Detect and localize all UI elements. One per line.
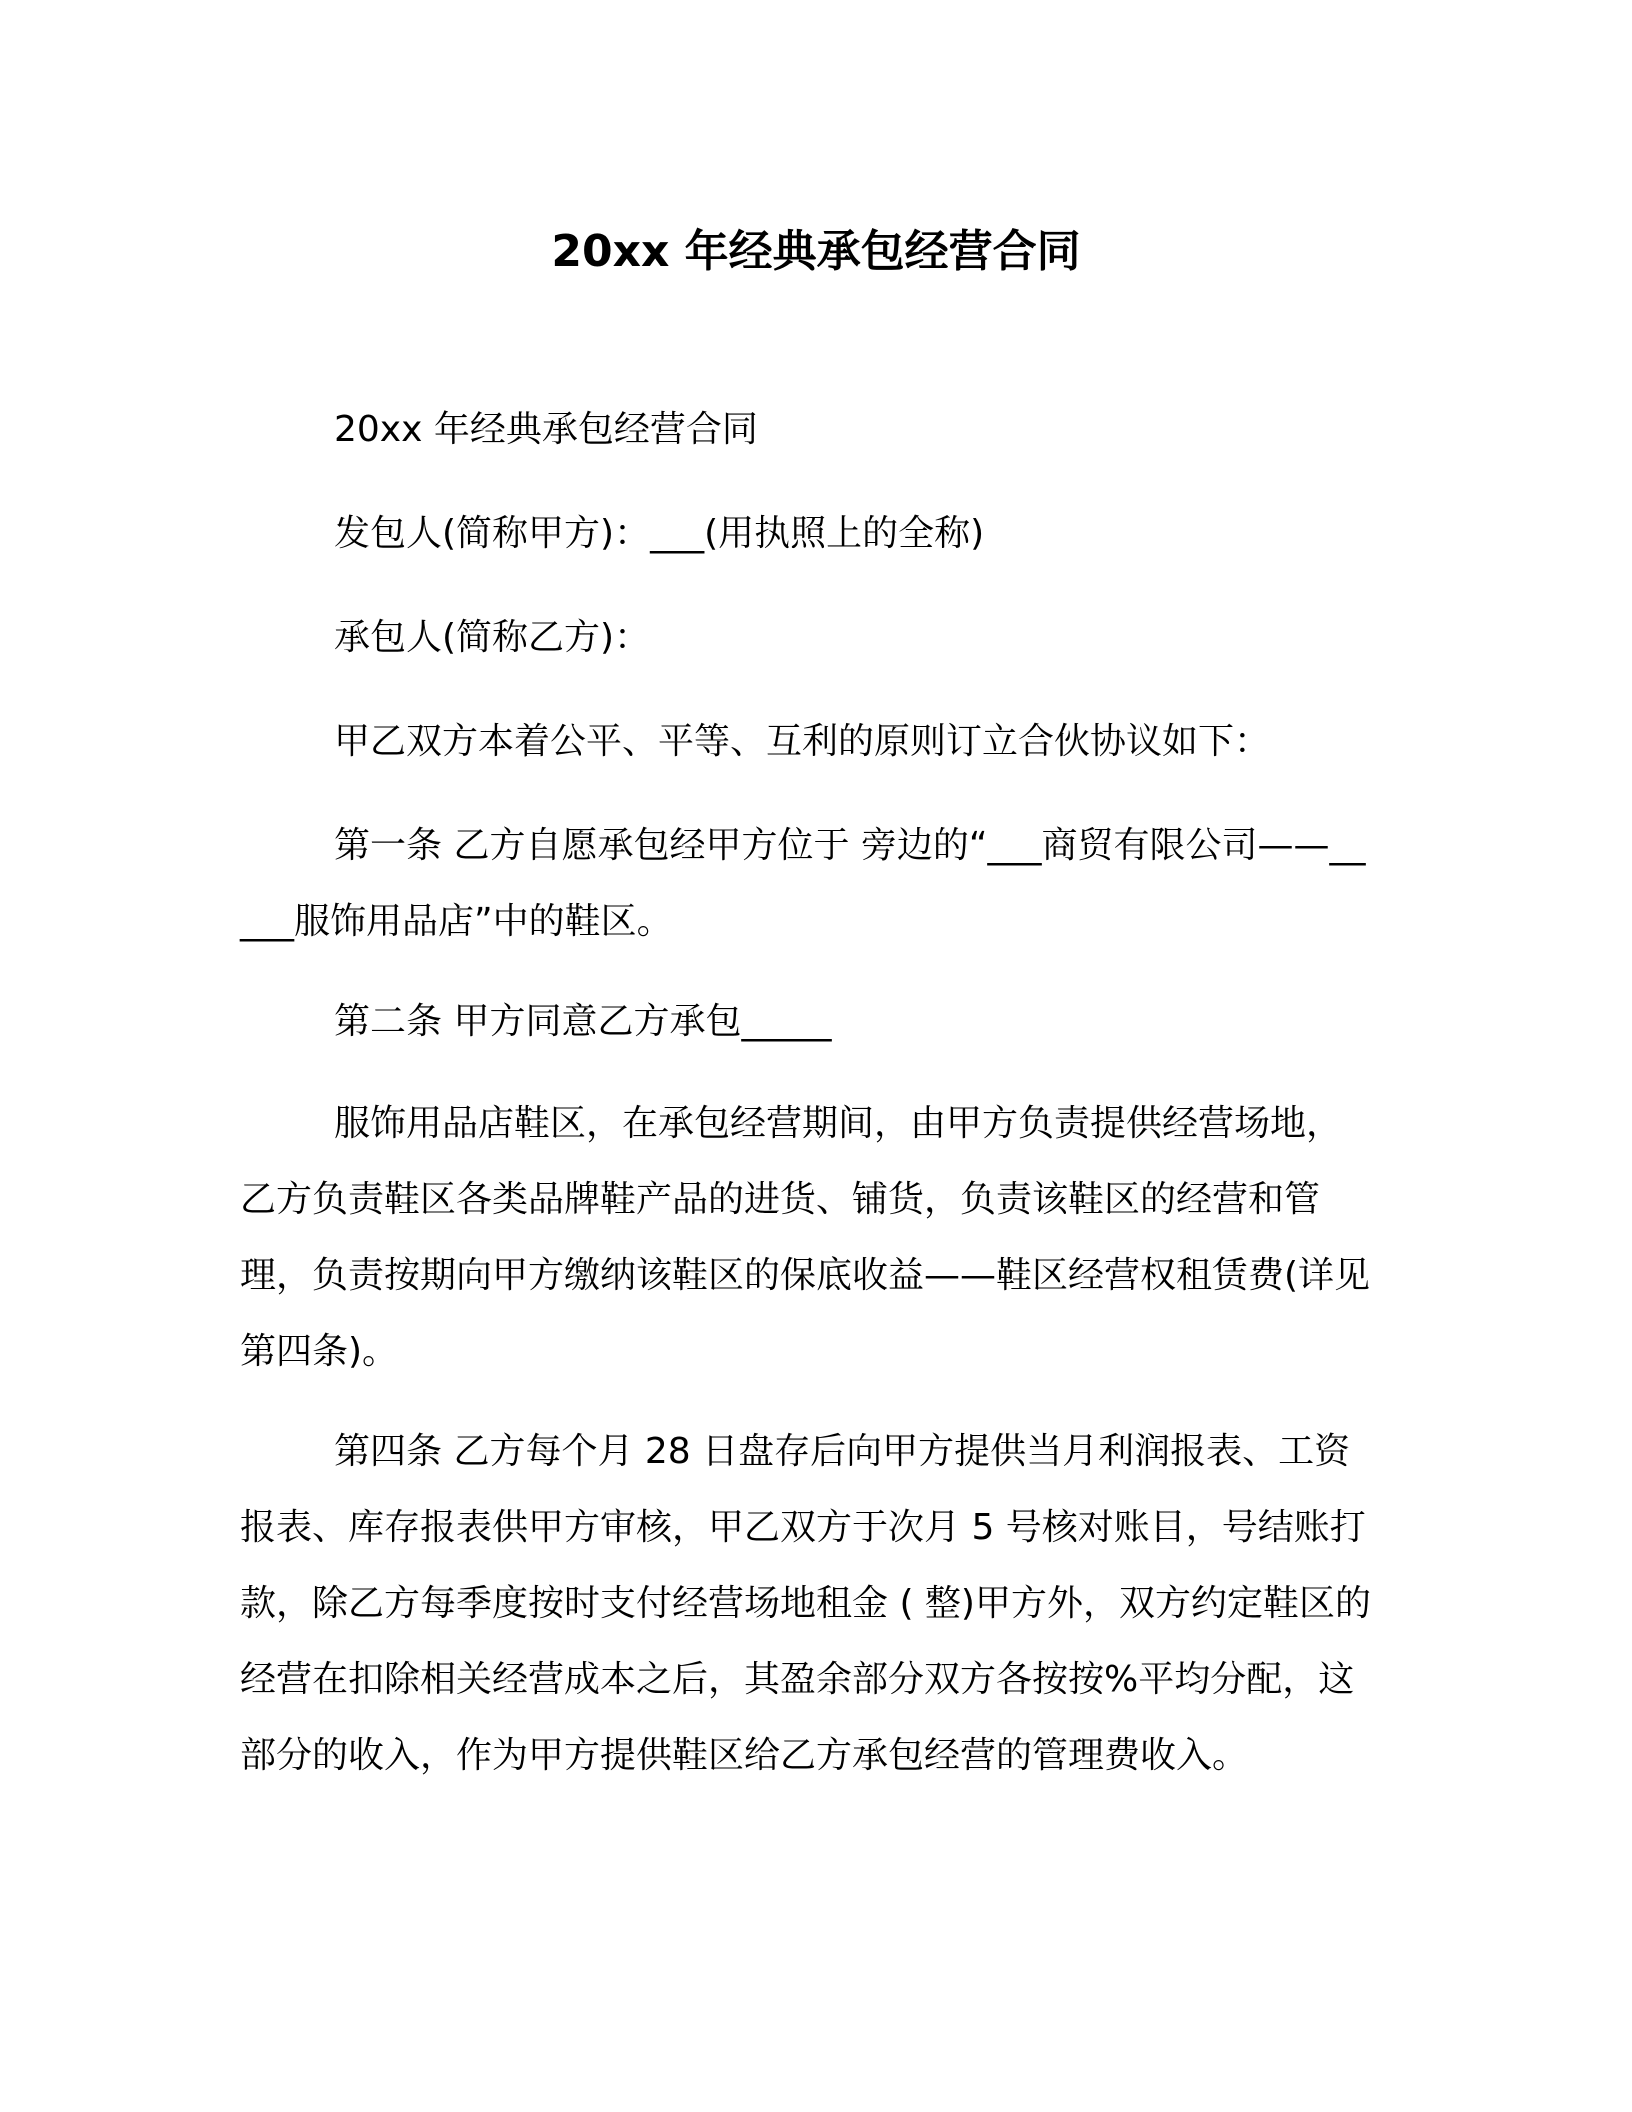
paragraph-subtitle: 20xx 年经典承包经营合同 bbox=[334, 409, 758, 450]
paragraph-party-a: 发包人(简称甲方)：___(用执照上的全称) bbox=[334, 513, 985, 554]
paragraph-article-2-detail: 服饰用品店鞋区，在承包经营期间，由甲方负责提供经营场地，乙方负责鞋区各类品牌鞋产品的进货、铺货，负责该鞋区的经营和管理，负责按期向甲方缴纳该鞋区的保底收益——鞋区经营权租赁费(详见第四条)。 bbox=[240, 1103, 1371, 1372]
paragraph-article-2: 第二条 甲方同意乙方承包_____ bbox=[334, 1001, 832, 1042]
paragraph-party-b: 承包人(简称乙方)： bbox=[334, 617, 651, 658]
document-title: 20xx 年经典承包经营合同 bbox=[551, 226, 1081, 277]
paragraph-article-4: 第四条 乙方每个月 28 日盘存后向甲方提供当月利润报表、工资报表、库存报表供甲方审核，甲乙双方于次月 5 号核对账目，号结账打款，除乙方每季度按时支付经营场地租金 ( 整)甲方外，双方约定鞋区的经营在扣除相关经营成本之后，其盈余部分双方各按按%平均分配，这部分的收入，作为甲方提供鞋区给乙方承包经营的管理费收入。 bbox=[240, 1431, 1371, 1776]
paragraph-preamble: 甲乙双方本着公平、平等、互利的原则订立合伙协议如下： bbox=[334, 721, 1271, 762]
paragraph-article-1: 第一条 乙方自愿承包经甲方位于 旁边的“___商贸有限公司——_____服饰用品店”中的鞋区。 bbox=[240, 825, 1366, 942]
